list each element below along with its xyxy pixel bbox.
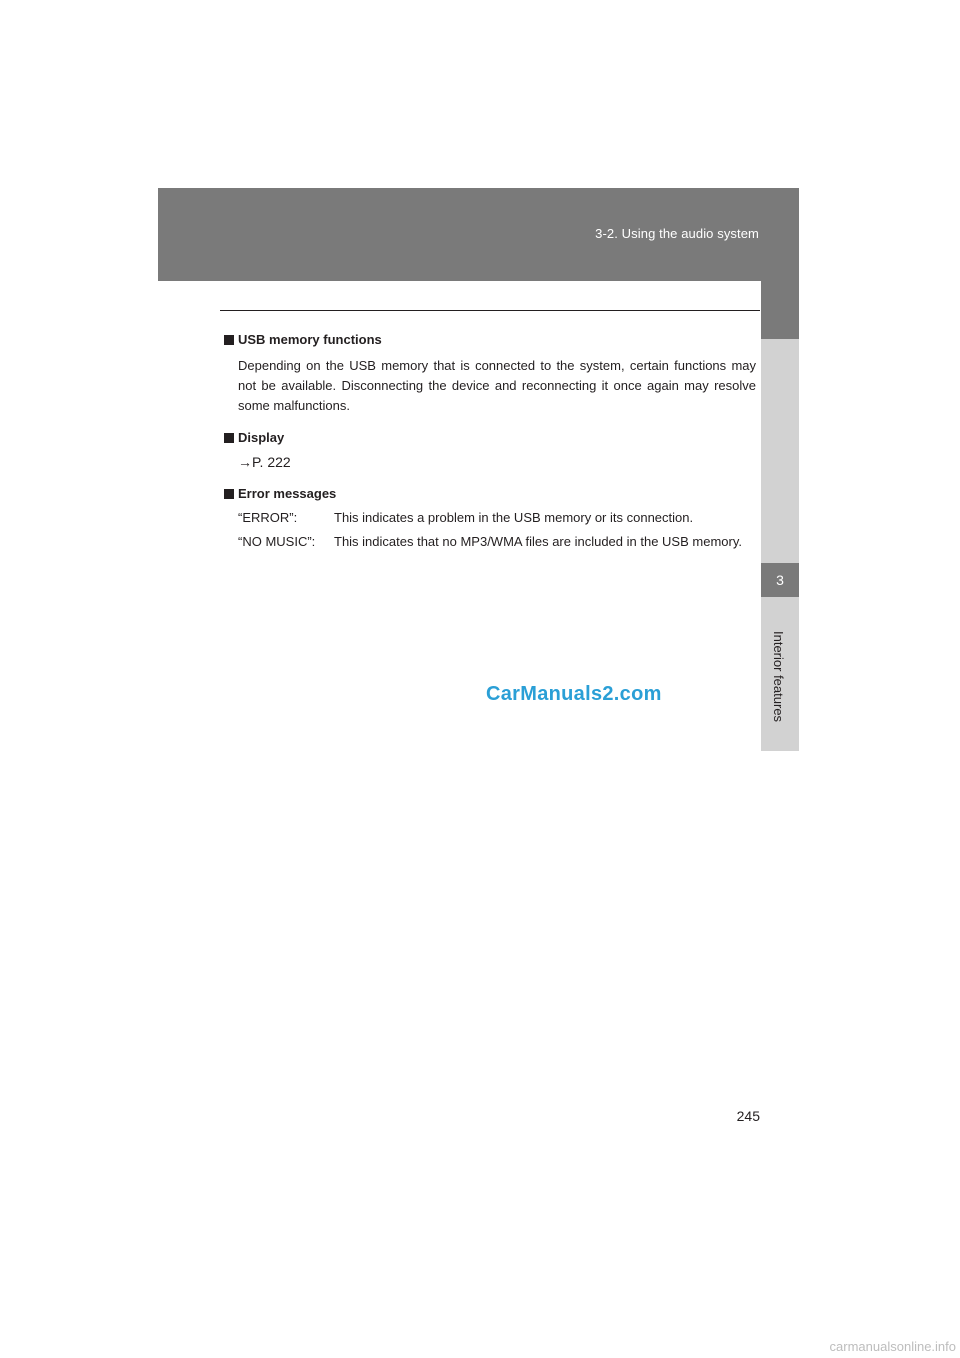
square-bullet-icon — [224, 489, 234, 499]
error-item — [238, 508, 756, 528]
error-description: This indicates that no MP3/WMA files are included in the USB memory. — [334, 534, 742, 549]
section-divider — [220, 310, 760, 311]
page-content — [224, 330, 756, 552]
display-page-reference[interactable]: →P. 222 — [238, 454, 291, 470]
chapter-side-tab — [761, 281, 799, 751]
usb-body: Depending on the USB memory that is connected to the system, certain functions may not be available. Disconnecting the device and reconnecting it once again may resolve some malfunctions. — [238, 358, 756, 413]
page-number: 245 — [736, 1108, 760, 1124]
display-heading: Display — [224, 428, 756, 448]
square-bullet-icon — [224, 433, 234, 443]
error-item — [238, 532, 756, 552]
usb-heading: USB memory functions — [224, 330, 756, 350]
errors-heading: Error messages — [224, 484, 756, 504]
chapter-top-box — [761, 281, 799, 339]
square-bullet-icon — [224, 335, 234, 345]
watermark-logo: CarManuals2.com — [486, 683, 662, 705]
error-term: “ERROR”: — [238, 510, 298, 525]
header-band — [158, 188, 799, 281]
section-title: 3-2. Using the audio system — [595, 226, 759, 241]
chapter-label: Interior features — [771, 631, 786, 723]
errors-section — [224, 484, 756, 552]
chapter-number: 3 — [761, 563, 799, 597]
usb-section — [224, 330, 756, 416]
error-description: This indicates a problem in the USB memory or its connection. — [334, 510, 694, 525]
error-term: “NO MUSIC”: — [238, 534, 316, 549]
watermark-footer: carmanualsonline.info — [829, 1339, 956, 1354]
display-section — [224, 428, 756, 472]
